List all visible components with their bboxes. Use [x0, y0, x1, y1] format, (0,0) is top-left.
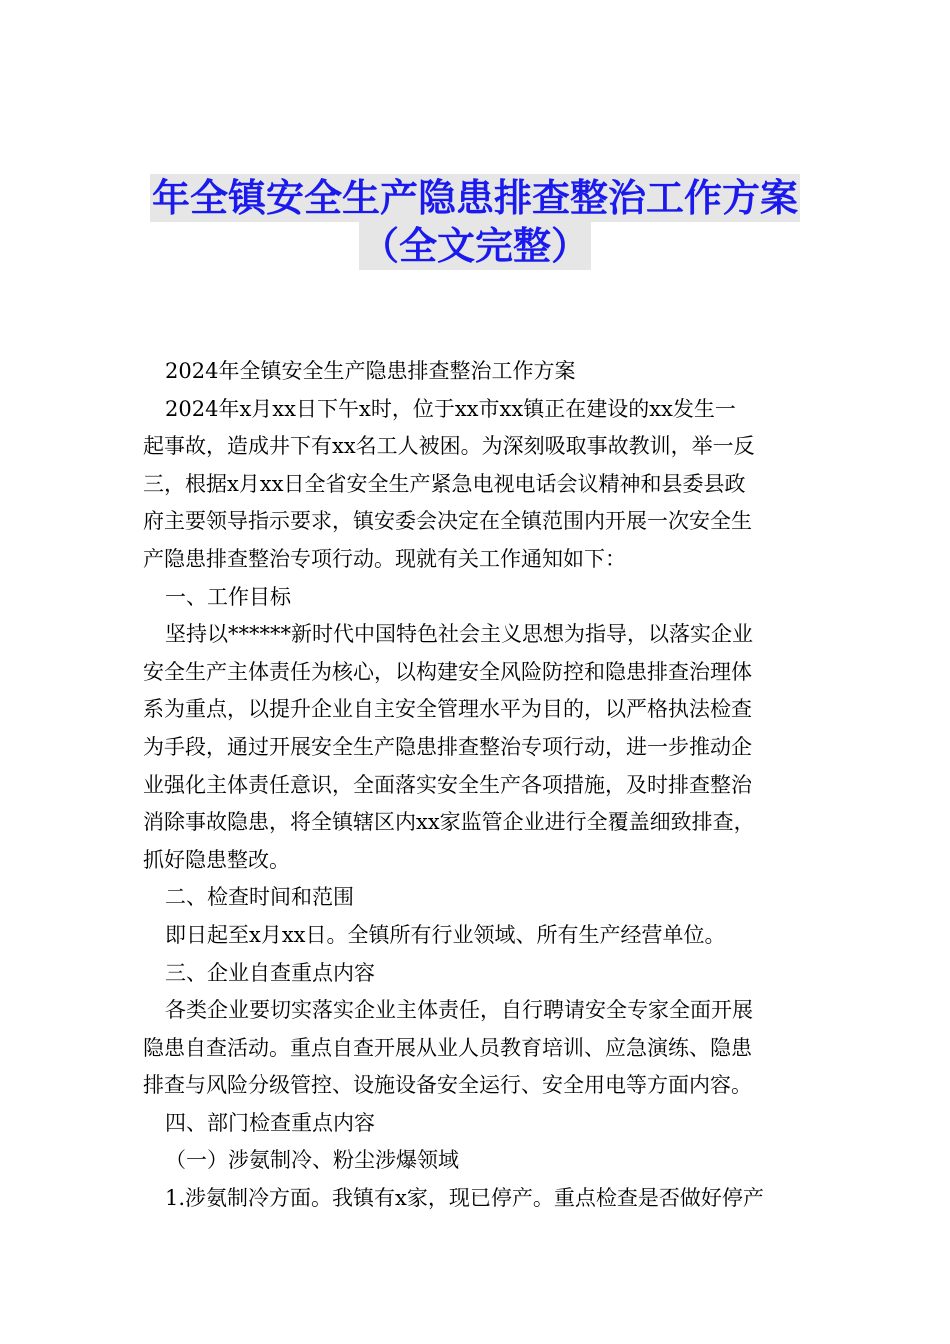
body-line: 隐患自查活动。重点自查开展从业人员教育培训、应急演练、隐患	[143, 1035, 752, 1060]
body-line: 抓好隐患整改。	[143, 847, 290, 872]
body-line: 1.涉氨制冷方面。我镇有x家，现已停产。重点检查是否做好停产	[165, 1186, 764, 1211]
body-line: 安全生产主体责任为核心，以构建安全风险防控和隐患排查治理体	[143, 659, 752, 684]
body-line: 起事故，造成井下有xx名工人被困。为深刻吸取事故教训，举一反	[143, 434, 755, 459]
body-line: 坚持以******新时代中国特色社会主义思想为指导，以落实企业	[165, 622, 753, 647]
body-line: 2024年x月xx日下午x时，位于xx市xx镇正在建设的xx发生一	[165, 396, 736, 421]
body-line: 排查与风险分级管控、设施设备安全运行、安全用电等方面内容。	[143, 1073, 752, 1098]
body-line: 各类企业要切实落实企业主体责任，自行聘请安全专家全面开展	[165, 998, 753, 1023]
body-line: 业强化主体责任意识，全面落实安全生产各项措施，及时排查整治	[143, 772, 752, 797]
section-heading: 三、企业自查重点内容	[165, 960, 375, 985]
section-heading: 二、检查时间和范围	[165, 885, 354, 910]
body-line: 产隐患排查整治专项行动。现就有关工作通知如下：	[143, 546, 626, 571]
body-line: 即日起至x月xx日。全镇所有行业领域、所有生产经营单位。	[165, 922, 726, 947]
title-line-2: （全文完整）	[360, 224, 589, 268]
body-line: 消除事故隐患，将全镇辖区内xx家监管企业进行全覆盖细致排查，	[143, 810, 755, 835]
section-heading: 四、部门检查重点内容	[165, 1110, 375, 1135]
document-title	[0, 174, 950, 270]
body-line: 2024年全镇安全生产隐患排查整治工作方案	[165, 359, 576, 383]
subsection-heading: （一）涉氨制冷、粉尘涉爆领域	[165, 1148, 459, 1173]
document-body	[143, 353, 807, 1218]
title-line-1: 年全镇安全生产隐患排查整治工作方案	[151, 176, 798, 220]
body-line: 为手段，通过开展安全生产隐患排查整治专项行动，进一步推动企	[143, 734, 752, 759]
section-heading: 一、工作目标	[165, 584, 291, 609]
body-line: 系为重点，以提升企业自主安全管理水平为目的，以严格执法检查	[143, 697, 752, 722]
body-line: 府主要领导指示要求，镇安委会决定在全镇范围内开展一次安全生	[143, 509, 752, 534]
body-line: 三，根据x月xx日全省安全生产紧急电视电话会议精神和县委县政	[143, 471, 746, 496]
